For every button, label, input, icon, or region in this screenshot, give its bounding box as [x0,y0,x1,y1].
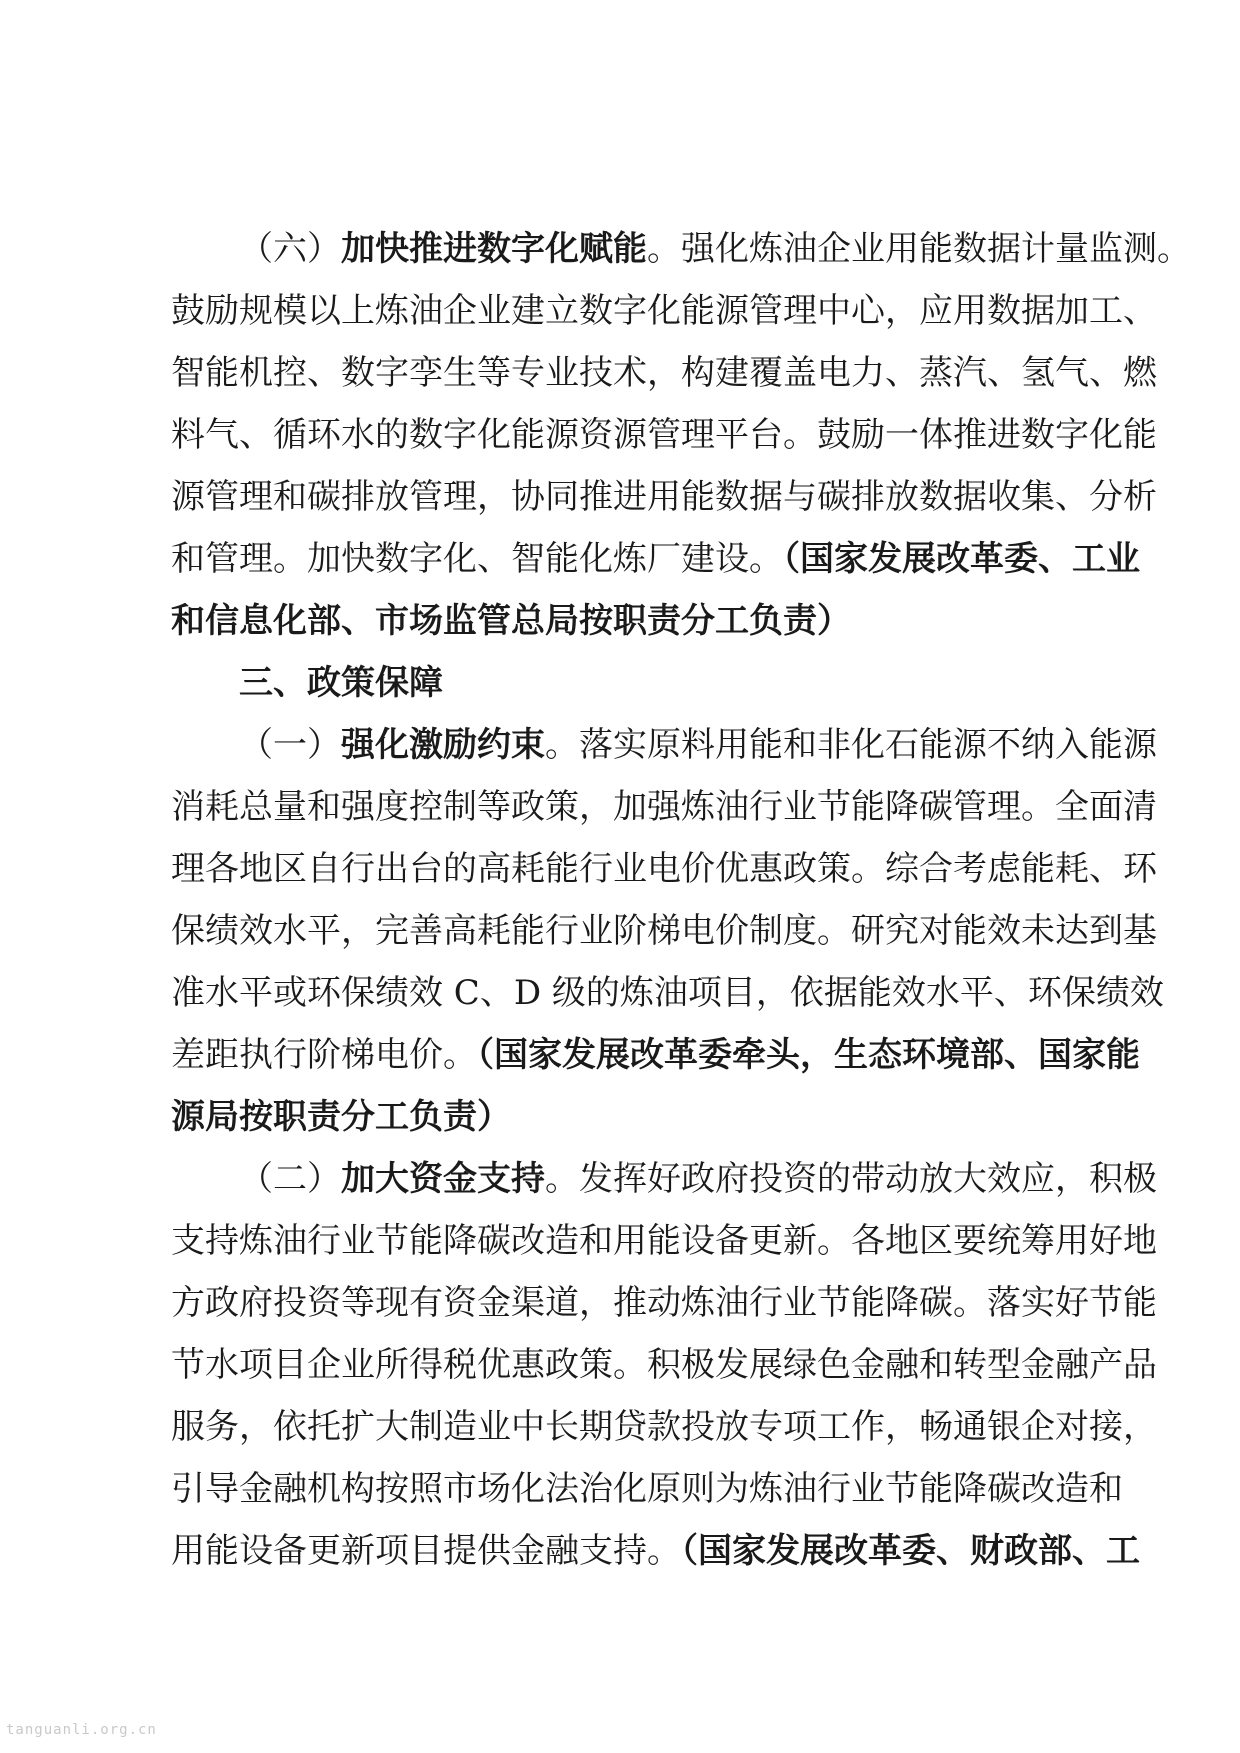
body-text: 保绩效水平，完善高耗能行业阶梯电价制度。研究对能效未达到基 [171,911,1157,951]
body-text: 消耗总量和强度控制等政策，加强炼油行业节能降碳管理。全面清 [171,787,1157,827]
paragraph-line [171,218,1191,280]
paragraph-line [171,280,1157,342]
paragraph-line [171,900,1157,962]
body-text: 理各地区自行出台的高耗能行业电价优惠政策。综合考虑能耗、环 [171,849,1157,889]
responsible-agencies: 源局按职责分工负责） [171,1097,511,1137]
paragraph-line [171,714,1157,776]
body-text: 方政府投资等现有资金渠道，推动炼油行业节能降碳。落实好节能 [171,1283,1157,1323]
body-text: 源管理和碳排放管理，协同推进用能数据与碳排放数据收集、分析 [171,477,1157,517]
item-number: （二） [239,1159,341,1199]
section-heading: 三、政策保障 [239,663,443,703]
responsible-agencies: （国家发展改革委、工业 [783,539,1140,579]
body-text: 引导金融机构按照市场化法治化原则为炼油行业节能降碳改造和 [171,1469,1123,1509]
paragraph-line [171,466,1157,528]
responsible-agencies: （国家发展改革委、财政部、工 [681,1531,1140,1571]
body-text: 智能机控、数字孪生等专业技术，构建覆盖电力、蒸汽、氢气、燃 [171,353,1157,393]
body-text: 鼓励规模以上炼油企业建立数字化能源管理中心，应用数据加工、 [171,291,1157,331]
paragraph-line [171,1334,1157,1396]
item-number: （一） [239,725,341,765]
paragraph-line [171,528,1140,590]
body-text: 节水项目企业所得税优惠政策。积极发展绿色金融和转型金融产品 [171,1345,1157,1385]
paragraph-line [171,342,1157,404]
body-text: 。强化炼油企业用能数据计量监测。 [647,229,1191,269]
responsible-agencies: （国家发展改革委牵头，生态环境部、国家能 [477,1035,1140,1075]
paragraph-line [171,590,1079,652]
body-text: 准水平或环保绩效 C、D 级的炼油项目，依据能效水平、环保绩效 [171,973,1164,1013]
paragraph-line [171,1024,1140,1086]
responsible-agencies: 和信息化部、市场监管总局按职责分工负责） [171,601,851,641]
paragraph-line [171,404,1157,466]
body-text: 差距执行阶梯电价。 [171,1035,477,1075]
item-title: 加快推进数字化赋能 [341,229,647,269]
watermark: tanguanli.org.cn [6,1722,157,1738]
paragraph-line [171,1520,1140,1582]
body-text: 服务，依托扩大制造业中长期贷款投放专项工作，畅通银企对接， [171,1407,1157,1447]
paragraph-line [171,776,1157,838]
body-text: 料气、循环水的数字化能源资源管理平台。鼓励一体推进数字化能 [171,415,1157,455]
body-text: 。发挥好政府投资的带动放大效应，积极 [545,1159,1157,1199]
body-text: 用能设备更新项目提供金融支持。 [171,1531,681,1571]
body-text: 和管理。加快数字化、智能化炼厂建设。 [171,539,783,579]
paragraph-line [171,962,1164,1024]
paragraph-line [171,1458,1123,1520]
item-title: 加大资金支持 [341,1159,545,1199]
paragraph-line [171,1272,1157,1334]
item-number: （六） [239,229,341,269]
item-title: 强化激励约束 [341,725,545,765]
body-text: 支持炼油行业节能降碳改造和用能设备更新。各地区要统筹用好地 [171,1221,1157,1261]
paragraph-line [171,838,1157,900]
body-text: 。落实原料用能和非化石能源不纳入能源 [545,725,1157,765]
paragraph-line [171,1086,1079,1148]
paragraph-line [171,1396,1157,1458]
document-body [171,218,1191,1582]
paragraph-line [171,1210,1157,1272]
paragraph-line [171,1148,1157,1210]
